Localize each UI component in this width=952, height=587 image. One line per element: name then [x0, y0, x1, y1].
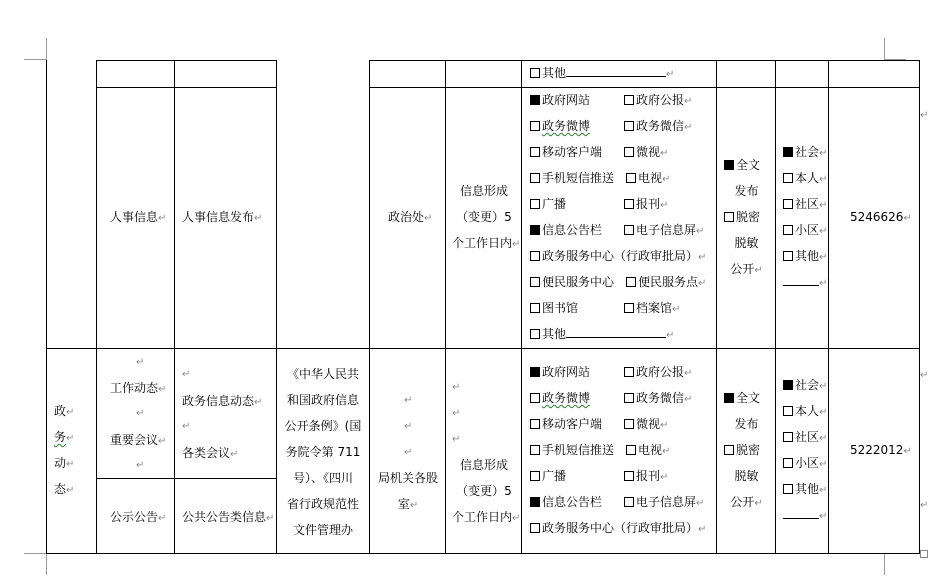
- checkbox-empty-icon: [783, 458, 793, 468]
- checkbox-empty-icon: [624, 95, 634, 105]
- checkbox-empty-icon: [624, 199, 634, 209]
- end-of-cell-marker: [920, 550, 928, 558]
- checkbox-empty-icon: [626, 173, 636, 183]
- row1-phone: 5246626↵: [850, 210, 912, 224]
- checkbox-empty-icon: [783, 432, 793, 442]
- checkbox-filled-icon: [724, 393, 734, 403]
- checkbox-empty-icon: [783, 251, 793, 261]
- crop-mark-top-left-h: [24, 59, 47, 60]
- checkbox-empty-icon: [624, 303, 634, 313]
- checkbox-empty-icon: [530, 471, 540, 481]
- checkbox-empty-icon: [626, 277, 636, 287]
- checkbox-empty-icon: [530, 173, 540, 183]
- row3-item-content: 公共公告类信息↵: [182, 510, 275, 524]
- checkbox-empty-icon: [624, 497, 634, 507]
- row1-item-content: 人事信息发布↵: [182, 210, 263, 224]
- checkbox-empty-icon: [624, 367, 634, 377]
- checkbox-empty-icon: [530, 68, 540, 78]
- row-end-mark: ↵: [920, 500, 929, 511]
- checkbox-filled-icon: [530, 367, 540, 377]
- checkbox-filled-icon: [530, 95, 540, 105]
- checkbox-empty-icon: [530, 523, 540, 533]
- checkbox-empty-icon: [724, 445, 734, 455]
- row1-item-name: 人事信息↵: [110, 210, 167, 224]
- row-end-mark: ↵: [920, 110, 929, 121]
- checkbox-empty-icon: [783, 199, 793, 209]
- checkbox-filled-icon: [530, 497, 540, 507]
- checkbox-empty-icon: [724, 212, 734, 222]
- checkbox-empty-icon: [530, 393, 540, 403]
- checkbox-empty-icon: [783, 173, 793, 183]
- checkbox-empty-icon: [530, 445, 540, 455]
- checkbox-empty-icon: [530, 419, 540, 429]
- checkbox-empty-icon: [530, 251, 540, 261]
- crop-mark-bottom-left: [46, 553, 47, 575]
- checkbox-empty-icon: [783, 225, 793, 235]
- checkbox-filled-icon: [724, 160, 734, 170]
- checkbox-empty-icon: [530, 277, 540, 287]
- checkbox-empty-icon: [626, 445, 636, 455]
- document-page: 其他 ↵ 人事信息↵ 人事信息发布↵ 政治处↵ 信息形成 （变更）5 个工作日内↵ 政府网站 政府公报↵ 政务微博 政务微信↵ 移动客户端 微视↵ 手机短信推送 电视↵ 广播 报刊↵ 信息公告栏 电子信息屏↵ 政务服务中心（行政审批局）↵ 便民服务中心 便民服务点↵ 图书馆 档案馆↵ 其他 ↵ 全文 发布 脱密 脱敏 公开↵ 社会↵ 本人↵ 社区↵ 小区↵ 其他↵ ↵ 5246626↵ 政↵ 务↵ 动↵ 态↵ ↵ 工作动态↵ ↵ 重要会议↵ ↵ ↵ 政务信息动态↵ ↵ 各类会议↵ 《中华人民共 和国政府信息 公开条例》(国 务院令第 711 号）、《四川 省行政规范性 文件管理办 ↵ ↵ ↵ 局机关各股 室↵ ↵ ↵ ↵ 信息形成 （变更）5 个工作日内↵ 政府网站 政府公报↵ 政务微博 政务微信↵ 移动客户端 微视↵ 手机短信推送 电视↵ 广播 报刊↵ 信息公告栏 电子信息屏↵ 政务服务中心（行政审批局）↵ 全文 发布 脱密 脱敏 公开↵ 社会↵ 本人↵ 社区↵ 小区↵ 其他↵ ↵ 5222012↵ 公示公告↵ 公共公告类信息↵ ↵ ↵ ↵: [0, 0, 952, 587]
- checkbox-empty-icon: [783, 484, 793, 494]
- row-end-mark: ↵: [920, 370, 929, 381]
- checkbox-empty-icon: [624, 147, 634, 157]
- checkbox-empty-icon: [530, 329, 540, 339]
- crop-mark-top-left: [46, 38, 47, 60]
- checkbox-empty-icon: [624, 419, 634, 429]
- crop-mark-bottom-right: [884, 553, 885, 575]
- checkbox-filled-icon: [783, 380, 793, 390]
- checkbox-empty-icon: [624, 121, 634, 131]
- row1-department: 政治处↵: [388, 210, 433, 224]
- row3-item-name: 公示公告↵: [110, 510, 167, 524]
- checkbox-empty-icon: [624, 471, 634, 481]
- checkbox-empty-icon: [530, 121, 540, 131]
- checkbox-empty-icon: [530, 147, 540, 157]
- crop-mark-bottom-left-h: [24, 553, 47, 554]
- checkbox-empty-icon: [624, 393, 634, 403]
- checkbox-filled-icon: [783, 147, 793, 157]
- checkbox-empty-icon: [624, 225, 634, 235]
- top-other-option: 其他 ↵: [530, 60, 674, 88]
- checkbox-empty-icon: [530, 199, 540, 209]
- checkbox-empty-icon: [530, 303, 540, 313]
- checkbox-filled-icon: [530, 225, 540, 235]
- crop-mark-top-right: [884, 38, 885, 60]
- row2-phone: 5222012↵: [850, 443, 912, 457]
- checkbox-empty-icon: [783, 406, 793, 416]
